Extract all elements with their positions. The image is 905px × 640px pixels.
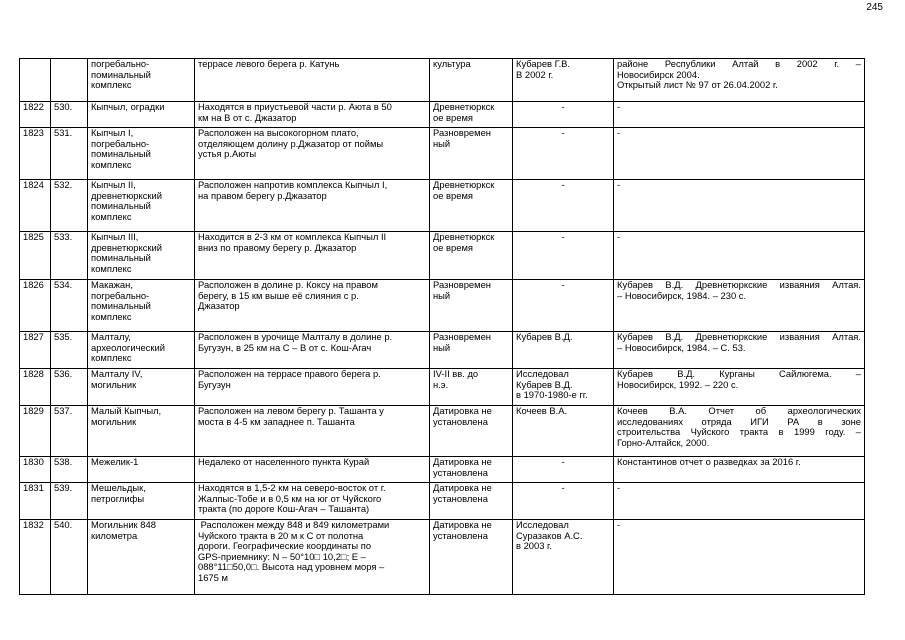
cell-location-line: 088°11□50,0□. Высота над уровнем моря – — [198, 561, 385, 573]
cell-name-line: древнетюркский — [91, 189, 162, 201]
cell-literature-line: - — [617, 101, 621, 112]
cell-dating-line: Разновремен — [433, 279, 491, 290]
cell-researcher — [513, 232, 614, 280]
cell-researcher-line: - — [561, 101, 565, 112]
cell-literature-line: – Новосибирск, 1984. – 230 с. — [617, 289, 747, 301]
cell-researcher-line: - — [561, 456, 565, 467]
cell-name-line: могильник — [91, 378, 137, 390]
cell-researcher — [513, 332, 614, 369]
cell-literature — [614, 457, 865, 483]
cell-location-line: Расположен в долине р. Коксу на правом — [198, 279, 378, 290]
cell-name-line: могильник — [91, 415, 137, 427]
cell-name-line: комплекс — [91, 310, 132, 322]
cell-literature — [614, 128, 865, 180]
cell-name-line: километра — [91, 529, 138, 541]
table-row — [20, 180, 865, 232]
cell-researcher-line: Кочеев В.А. — [516, 405, 568, 416]
page-number: 245 — [866, 2, 883, 13]
cell-name — [88, 483, 195, 520]
cell-name-line: комплекс — [91, 210, 132, 222]
cell-location — [195, 520, 430, 595]
cell-researcher — [513, 128, 614, 180]
cell-id: 1832 — [20, 520, 51, 595]
cell-name-line: комплекс — [91, 158, 132, 170]
cell-location-line: Недалеко от населенного пункта Курай — [198, 456, 370, 467]
cell-name-line: петроглифы — [91, 492, 145, 504]
cell-researcher — [513, 280, 614, 332]
cell-name — [88, 520, 195, 595]
cell-researcher-line: Исследовал — [516, 368, 569, 379]
cell-number: 533. — [51, 232, 88, 280]
cell-name-line: Малый Кыпчыл, — [91, 405, 162, 416]
cell-researcher-line: Кубарев В.Д. — [516, 378, 573, 390]
cell-location-line: Расположен на высокогорном плато, — [198, 127, 359, 138]
cell-location-line: террасе левого берега р. Катунь — [198, 58, 340, 69]
cell-literature — [614, 406, 865, 457]
cell-dating-line: ое время — [433, 111, 473, 123]
cell-dating-line: установлена — [433, 466, 488, 478]
cell-literature-line: - — [617, 519, 621, 530]
cell-location-line: Бугузун, в 25 км на С – В от с. Кош-Агач — [198, 341, 372, 353]
cell-id: 1829 — [20, 406, 51, 457]
cell-literature-line: Кубарев В.Д. Курганы Сайлюгема. – — [617, 368, 861, 379]
cell-location — [195, 332, 430, 369]
cell-literature — [614, 483, 865, 520]
cell-researcher-line: Кубарев Г.В. — [516, 58, 571, 69]
cell-number: 538. — [51, 457, 88, 483]
cell-location-line: Бугузун — [198, 378, 231, 390]
table-row — [20, 280, 865, 332]
cell-name-line: поминальный — [91, 200, 151, 212]
cell-name-line: Макажан, — [91, 279, 133, 290]
cell-location-line: Чуйского тракта в 20 м к С от полотна — [198, 529, 364, 541]
table-row — [20, 483, 865, 520]
cell-id: 1824 — [20, 180, 51, 232]
cell-location-line: Расположен между 848 и 849 километрами — [198, 519, 390, 530]
monuments-table — [19, 58, 865, 595]
cell-name — [88, 280, 195, 332]
cell-name-line: Мешельдык, — [91, 482, 146, 493]
table-row — [20, 369, 865, 406]
cell-name-line: комплекс — [91, 262, 132, 274]
cell-literature-line: районе Республики Алтай в 2002 г. – — [617, 58, 861, 69]
cell-location-line: дороги. Географические координаты по — [198, 540, 372, 552]
cell-dating — [430, 520, 513, 595]
table-body — [20, 59, 865, 595]
cell-researcher — [513, 102, 614, 128]
cell-dating — [430, 457, 513, 483]
cell-location — [195, 59, 430, 102]
cell-dating — [430, 102, 513, 128]
cell-literature — [614, 369, 865, 406]
cell-literature-line: Константинов отчет о разведках за 2016 г. — [617, 456, 801, 467]
cell-dating — [430, 180, 513, 232]
cell-name — [88, 180, 195, 232]
cell-dating — [430, 406, 513, 457]
cell-literature-line: - — [617, 179, 621, 190]
cell-researcher-line: - — [561, 482, 565, 493]
cell-dating-line: Древнетюркск — [433, 231, 495, 242]
cell-location-line: Джазатор — [198, 300, 240, 312]
cell-researcher — [513, 59, 614, 102]
cell-number — [51, 59, 88, 102]
cell-literature-line: - — [617, 482, 621, 493]
cell-name-line: поминальный — [91, 68, 151, 80]
cell-dating-line: Датировка не — [433, 519, 492, 530]
cell-literature-line: Открытый лист № 97 от 26.04.2002 г. — [617, 79, 778, 91]
cell-id: 1825 — [20, 232, 51, 280]
cell-location — [195, 406, 430, 457]
cell-researcher — [513, 457, 614, 483]
table-row — [20, 232, 865, 280]
cell-number: 536. — [51, 369, 88, 406]
cell-name-line: поминальный — [91, 148, 151, 160]
cell-location-line: км на В от с. Джазатор — [198, 111, 297, 123]
cell-number: 531. — [51, 128, 88, 180]
cell-location-line: отделяющем долину р.Джазатор от поймы — [198, 137, 384, 149]
table-row — [20, 457, 865, 483]
cell-name-line: Малталу, — [91, 331, 131, 342]
cell-dating — [430, 369, 513, 406]
table-row — [20, 102, 865, 128]
cell-name — [88, 332, 195, 369]
table-row — [20, 520, 865, 595]
cell-id — [20, 59, 51, 102]
cell-literature-line: Горно-Алтайск, 2000. — [617, 436, 710, 448]
cell-id: 1827 — [20, 332, 51, 369]
cell-name-line: комплекс — [91, 352, 132, 364]
cell-researcher — [513, 180, 614, 232]
cell-literature-line: Кубарев В.Д. Древнетюркские изваяния Алтая. — [617, 279, 861, 290]
table-row — [20, 128, 865, 180]
cell-location — [195, 180, 430, 232]
cell-location — [195, 483, 430, 520]
cell-literature-line: - — [617, 231, 621, 242]
cell-location-line: Жалпыс-Тобе и в 0,5 км на юг от Чуйского — [198, 492, 382, 504]
cell-dating-line: IV-II вв. до — [433, 368, 479, 379]
cell-id: 1831 — [20, 483, 51, 520]
cell-literature — [614, 232, 865, 280]
cell-location-line: 1675 м — [198, 571, 228, 583]
cell-name — [88, 232, 195, 280]
cell-number: 537. — [51, 406, 88, 457]
cell-researcher — [513, 369, 614, 406]
cell-dating-line: установлена — [433, 415, 488, 427]
cell-literature — [614, 280, 865, 332]
cell-literature — [614, 102, 865, 128]
cell-dating — [430, 280, 513, 332]
cell-dating-line: ный — [433, 137, 451, 149]
cell-location-line: тракта (по дороге Кош-Агач – Ташанта) — [198, 503, 370, 515]
cell-dating-line: Разновремен — [433, 331, 491, 342]
cell-dating — [430, 59, 513, 102]
cell-location-line: вниз по правому берегу р. Джазатор — [198, 241, 357, 253]
cell-id: 1822 — [20, 102, 51, 128]
cell-dating-line: ое время — [433, 241, 473, 253]
cell-location-line: Расположен на террасе правого берега р. — [198, 368, 381, 379]
table-row — [20, 59, 865, 102]
cell-location — [195, 280, 430, 332]
cell-number: 530. — [51, 102, 88, 128]
cell-number: 532. — [51, 180, 88, 232]
cell-dating-line: Датировка не — [433, 405, 492, 416]
cell-location — [195, 457, 430, 483]
cell-literature-line: Новосибирск, 1992. – 220 с. — [617, 378, 739, 390]
cell-location — [195, 232, 430, 280]
cell-name — [88, 59, 195, 102]
table-row — [20, 332, 865, 369]
cell-dating-line: культура — [433, 58, 471, 69]
cell-number: 535. — [51, 332, 88, 369]
cell-literature-line: Кубарев В.Д. Древнетюркские изваяния Алтая. — [617, 331, 861, 342]
cell-name-line: Кыпчыл I, — [91, 127, 134, 138]
cell-literature-line: исследованиях отряда ИГИ РА в зоне — [617, 415, 861, 427]
cell-researcher-line: - — [561, 279, 565, 290]
cell-dating — [430, 232, 513, 280]
cell-name — [88, 369, 195, 406]
cell-dating-line: н.э. — [433, 378, 449, 390]
cell-researcher-line: Суразаков А.С. — [516, 529, 583, 541]
cell-location — [195, 102, 430, 128]
cell-number: 539. — [51, 483, 88, 520]
cell-literature-line: – Новосибирск, 1984. – С. 53. — [617, 341, 746, 353]
cell-dating-line: установлена — [433, 529, 488, 541]
cell-dating — [430, 128, 513, 180]
cell-name-line: Межелик-1 — [91, 456, 139, 467]
cell-location — [195, 369, 430, 406]
cell-dating-line: ный — [433, 341, 451, 353]
cell-location-line: Расположен на левом берегу р. Ташанта у — [198, 405, 384, 416]
cell-name-line: поминальный — [91, 300, 151, 312]
cell-dating-line: ое время — [433, 189, 473, 201]
cell-location-line: Находится в 2-3 км от комплекса Кыпчыл II — [198, 231, 387, 242]
cell-dating-line: Датировка не — [433, 456, 492, 467]
cell-name-line: Могильник 848 — [91, 519, 156, 530]
cell-id: 1823 — [20, 128, 51, 180]
cell-id: 1828 — [20, 369, 51, 406]
cell-name — [88, 406, 195, 457]
cell-dating-line: Датировка не — [433, 482, 492, 493]
cell-researcher — [513, 483, 614, 520]
cell-literature-line: - — [617, 127, 621, 138]
cell-researcher — [513, 406, 614, 457]
cell-researcher-line: Кубарев В.Д. — [516, 331, 573, 342]
cell-name-line: комплекс — [91, 79, 132, 91]
cell-literature-line: строительства Чуйского тракта в 1999 году. – — [617, 426, 861, 438]
cell-name-line: погребально- — [91, 289, 150, 301]
cell-researcher-line: Исследовал — [516, 519, 569, 530]
cell-name-line: погребально- — [91, 137, 150, 149]
cell-location — [195, 128, 430, 180]
cell-name — [88, 128, 195, 180]
cell-dating-line: установлена — [433, 492, 488, 504]
cell-name-line: Малталу IV, — [91, 368, 143, 379]
cell-number: 540. — [51, 520, 88, 595]
cell-location-line: берегу, в 15 км выше её слияния с р. — [198, 289, 359, 301]
cell-literature-line: Кочеев В.А. Отчет об археологических — [617, 405, 861, 416]
cell-literature — [614, 520, 865, 595]
cell-id: 1830 — [20, 457, 51, 483]
cell-name-line: Кыпчыл, оградки — [91, 101, 165, 112]
cell-name-line: археологический — [91, 341, 165, 353]
cell-location-line: Находятся в приустьевой части р. Аюта в 50 — [198, 101, 392, 112]
cell-location-line: моста в 4-5 км западнее п. Ташанта — [198, 415, 355, 427]
cell-dating-line: Разновремен — [433, 127, 491, 138]
cell-id: 1826 — [20, 280, 51, 332]
cell-researcher-line: в 1970-1980-е гг. — [516, 389, 588, 401]
cell-location-line: на правом берегу р.Джазатор — [198, 189, 327, 201]
cell-literature-line: Новосибирск 2004. — [617, 68, 700, 80]
cell-dating — [430, 332, 513, 369]
cell-location-line: GPS-приемнику: N – 50°10□ 10,2□; E – — [198, 550, 366, 562]
cell-location-line: Расположен напротив комплекса Кыпчыл I, — [198, 179, 388, 190]
cell-literature — [614, 59, 865, 102]
cell-researcher-line: - — [561, 231, 565, 242]
table-row — [20, 406, 865, 457]
cell-number: 534. — [51, 280, 88, 332]
cell-name-line: Кыпчыл II, — [91, 179, 136, 190]
cell-researcher — [513, 520, 614, 595]
cell-researcher-line: в 2003 г. — [516, 540, 552, 552]
cell-name-line: погребально- — [91, 58, 150, 69]
cell-dating-line: Древнетюркск — [433, 101, 495, 112]
cell-location-line: устья р.Аюты — [198, 148, 257, 160]
cell-name-line: древнетюркский — [91, 241, 162, 253]
cell-name-line: Кыпчыл III, — [91, 231, 139, 242]
cell-literature — [614, 180, 865, 232]
cell-dating-line: Древнетюркск — [433, 179, 495, 190]
cell-location-line: Находятся в 1,5-2 км на северо-восток от г. — [198, 482, 386, 493]
cell-researcher-line: - — [561, 179, 565, 190]
cell-name-line: поминальный — [91, 252, 151, 264]
cell-dating — [430, 483, 513, 520]
cell-dating-line: ный — [433, 289, 451, 301]
cell-name — [88, 102, 195, 128]
cell-researcher-line: - — [561, 127, 565, 138]
cell-literature — [614, 332, 865, 369]
cell-researcher-line: В 2002 г. — [516, 68, 554, 80]
cell-location-line: Расположен в урочище Малталу в долине р. — [198, 331, 393, 342]
cell-name — [88, 457, 195, 483]
